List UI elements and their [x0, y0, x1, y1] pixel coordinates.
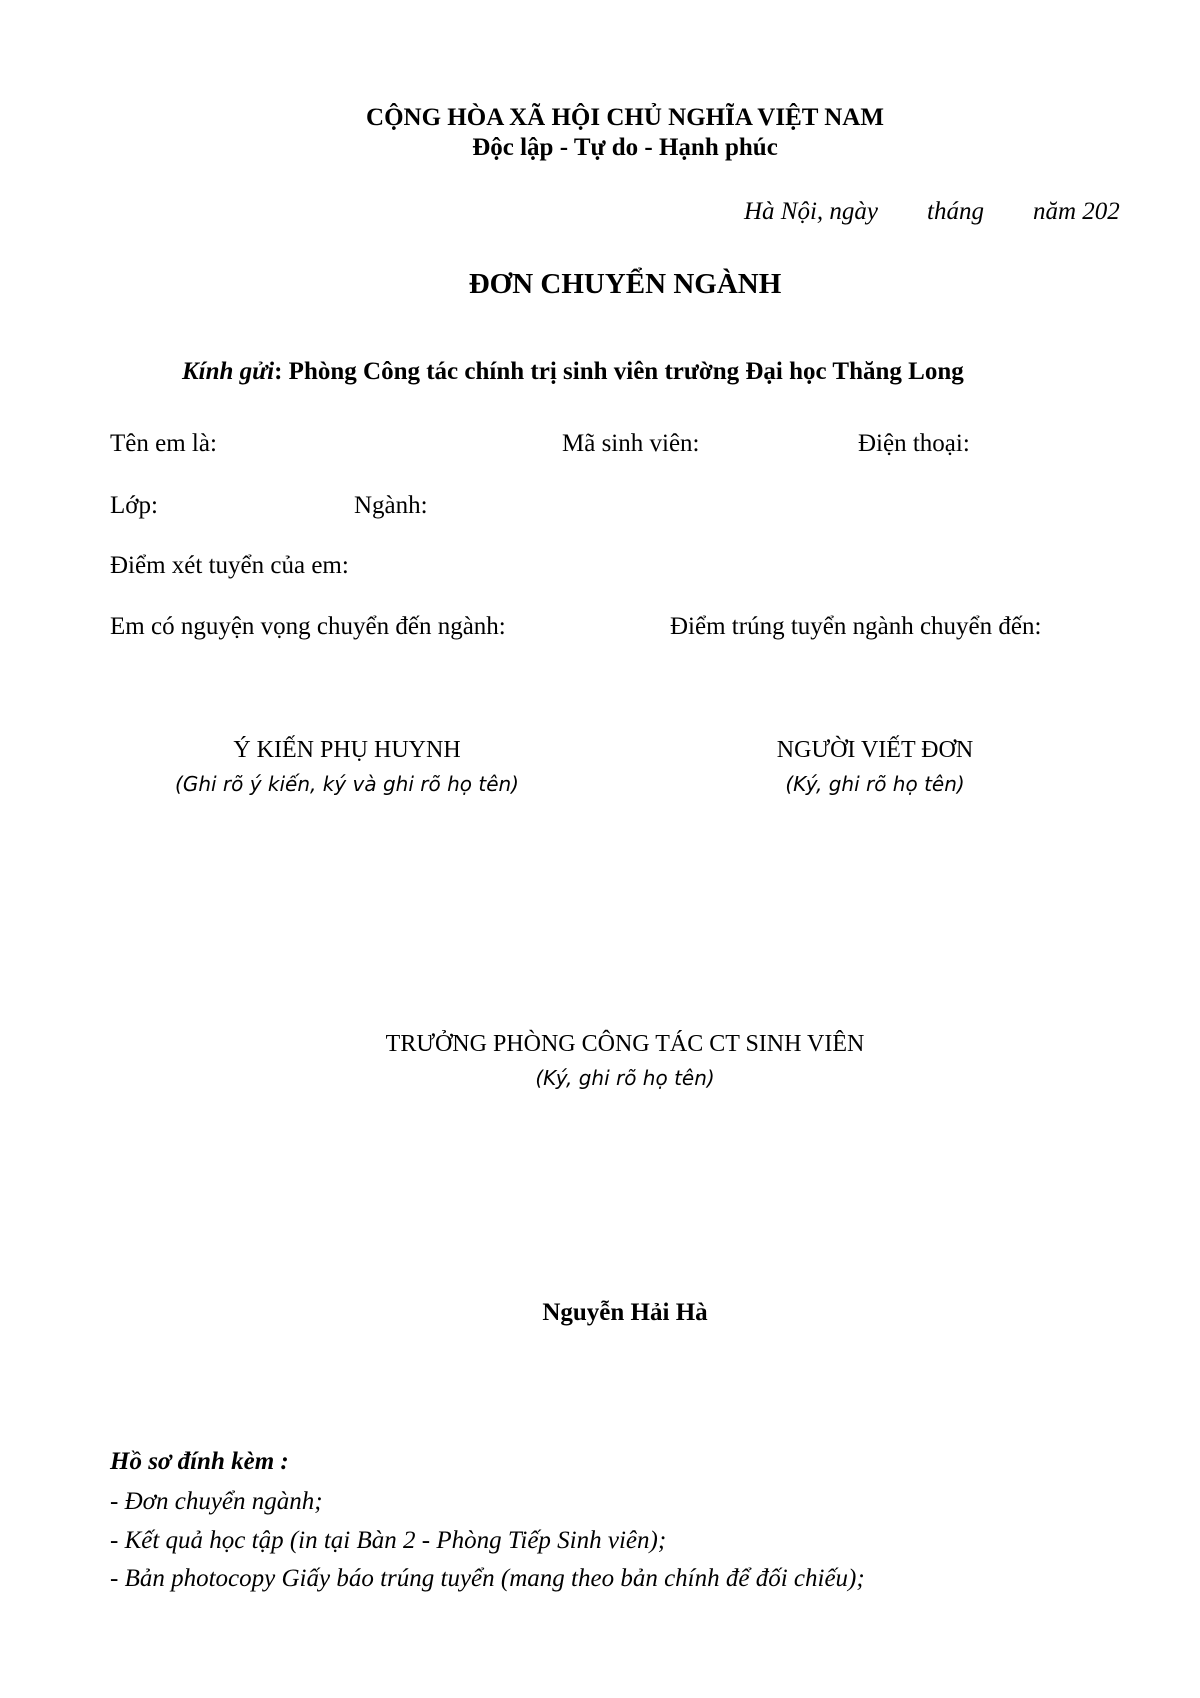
- head-of-office-note: (Ký, ghi rõ họ tên): [535, 1066, 715, 1090]
- attachments-heading: Hồ sơ đính kèm :: [110, 1448, 289, 1475]
- document-title: ĐƠN CHUYỂN NGÀNH: [468, 268, 782, 300]
- desired-major-label: Em có nguyện vọng chuyển đến ngành:: [110, 613, 506, 640]
- month-label: tháng: [927, 198, 984, 225]
- phone-label: Điện thoại:: [858, 430, 970, 457]
- attachment-item: - Bản photocopy Giấy báo trúng tuyển (mang theo bản chính để đối chiếu);: [110, 1565, 865, 1592]
- applicant-note: (Ký, ghi rõ họ tên): [785, 772, 965, 796]
- head-of-office-title: TRƯỞNG PHÒNG CÔNG TÁC CT SINH VIÊN: [385, 1031, 865, 1057]
- year-label: năm 202: [1033, 198, 1120, 225]
- name-label: Tên em là:: [110, 430, 217, 457]
- motto-heading: Độc lập - Tự do - Hạnh phúc: [472, 134, 778, 161]
- applicant-title: NGƯỜI VIẾT ĐƠN: [776, 737, 974, 763]
- recipient-text: : Phòng Công tác chính trị sinh viên trường Đại học Thăng Long: [274, 358, 964, 385]
- parent-opinion-note: (Ghi rõ ý kiến, ký và ghi rõ họ tên): [175, 772, 519, 796]
- place-date-prefix: Hà Nội, ngày: [744, 198, 879, 225]
- student-id-label: Mã sinh viên:: [562, 430, 700, 457]
- attachment-item: - Đơn chuyển ngành;: [110, 1488, 323, 1515]
- score-label: Điểm xét tuyển của em:: [110, 552, 349, 579]
- parent-opinion-title: Ý KIẾN PHỤ HUYNH: [233, 737, 461, 763]
- recipient-line: [182, 358, 964, 386]
- head-of-office-name: Nguyễn Hải Hà: [542, 1299, 708, 1326]
- major-label: Ngành:: [354, 492, 428, 519]
- attachment-item: - Kết quả học tập (in tại Bàn 2 - Phòng Tiếp Sinh viên);: [110, 1527, 667, 1554]
- target-score-label: Điểm trúng tuyển ngành chuyển đến:: [670, 613, 1042, 640]
- class-label: Lớp:: [110, 492, 158, 519]
- country-heading: CỘNG HÒA XÃ HỘI CHỦ NGHĨA VIỆT NAM: [366, 104, 884, 131]
- recipient-label: Kính gửi: [182, 358, 275, 385]
